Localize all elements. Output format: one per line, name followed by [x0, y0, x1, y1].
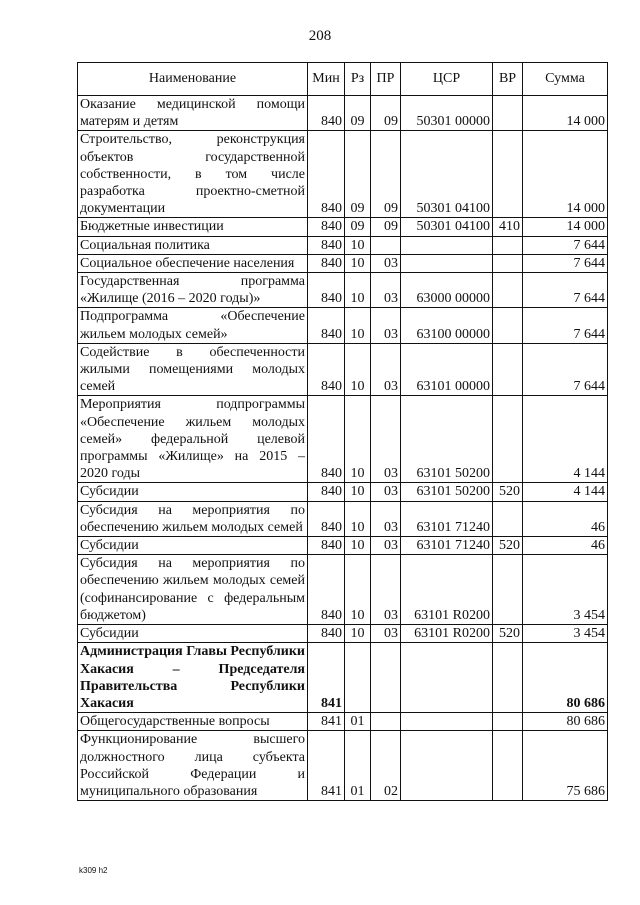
cell-vr	[493, 254, 523, 272]
cell-rz: 10	[345, 396, 371, 483]
cell-name: Субсидии	[78, 625, 308, 643]
cell-vr	[493, 396, 523, 483]
cell-csr: 63101 50200	[401, 396, 493, 483]
cell-min: 840	[308, 273, 345, 308]
cell-rz	[345, 643, 371, 713]
cell-pr: 03	[371, 308, 401, 343]
cell-sum: 46	[523, 537, 608, 555]
table-row	[78, 555, 608, 625]
cell-min: 840	[308, 555, 345, 625]
header-pr: ПР	[371, 63, 401, 96]
cell-csr: 63101 50200	[401, 483, 493, 501]
cell-vr	[493, 131, 523, 218]
table-row	[78, 131, 608, 218]
cell-sum: 4 144	[523, 483, 608, 501]
cell-sum: 7 644	[523, 254, 608, 272]
cell-pr	[371, 713, 401, 731]
cell-name: Администрация Главы Республики Хакасия – Председателя Правительства Республики Хакасия	[78, 643, 308, 713]
cell-vr: 520	[493, 625, 523, 643]
cell-vr	[493, 273, 523, 308]
table-row	[78, 625, 608, 643]
cell-pr: 03	[371, 483, 401, 501]
cell-sum: 14 000	[523, 218, 608, 236]
cell-csr	[401, 713, 493, 731]
cell-sum: 75 686	[523, 731, 608, 801]
cell-min: 840	[308, 537, 345, 555]
cell-name: Субсидия на мероприятия по обеспечению жильем молодых семей (софинансирование с федеральным бюджетом)	[78, 555, 308, 625]
budget-table	[77, 62, 608, 801]
cell-pr: 03	[371, 555, 401, 625]
cell-name: Субсидия на мероприятия по обеспечению жильем молодых семей	[78, 501, 308, 536]
cell-sum: 7 644	[523, 273, 608, 308]
table-row	[78, 501, 608, 536]
table-row	[78, 273, 608, 308]
cell-csr: 50301 04100	[401, 131, 493, 218]
cell-rz: 10	[345, 625, 371, 643]
cell-rz: 01	[345, 713, 371, 731]
table-row	[78, 343, 608, 396]
cell-pr: 03	[371, 537, 401, 555]
cell-vr: 520	[493, 537, 523, 555]
cell-vr	[493, 501, 523, 536]
cell-rz: 10	[345, 555, 371, 625]
cell-sum: 14 000	[523, 96, 608, 131]
cell-vr	[493, 555, 523, 625]
cell-rz: 10	[345, 254, 371, 272]
cell-pr: 03	[371, 343, 401, 396]
header-vr: ВР	[493, 63, 523, 96]
table-row	[78, 218, 608, 236]
cell-min: 840	[308, 131, 345, 218]
cell-vr: 520	[493, 483, 523, 501]
cell-pr: 09	[371, 218, 401, 236]
table-row	[78, 643, 608, 713]
cell-rz: 10	[345, 501, 371, 536]
cell-csr: 63101 R0200	[401, 625, 493, 643]
cell-rz: 09	[345, 131, 371, 218]
cell-csr: 63101 00000	[401, 343, 493, 396]
cell-min: 840	[308, 396, 345, 483]
cell-name: Бюджетные инвестиции	[78, 218, 308, 236]
table-row	[78, 713, 608, 731]
cell-csr	[401, 254, 493, 272]
table-header-row	[78, 63, 608, 96]
cell-sum: 7 644	[523, 343, 608, 396]
cell-rz: 10	[345, 308, 371, 343]
header-name: Наименование	[78, 63, 308, 96]
cell-vr	[493, 96, 523, 131]
cell-rz: 10	[345, 273, 371, 308]
header-rz: Рз	[345, 63, 371, 96]
table-row	[78, 308, 608, 343]
cell-name: Мероприятия подпрограммы «Обеспечение жильем молодых семей» федеральной целевой программы «Жилище» на 2015 – 2020 годы	[78, 396, 308, 483]
cell-name: Субсидии	[78, 537, 308, 555]
cell-pr: 09	[371, 96, 401, 131]
cell-sum: 3 454	[523, 555, 608, 625]
cell-csr: 63101 R0200	[401, 555, 493, 625]
cell-name: Строительство, реконструкция объектов государственной собственности, в том числе разработка проектно-сметной документации	[78, 131, 308, 218]
cell-min: 840	[308, 343, 345, 396]
cell-min: 840	[308, 236, 345, 254]
cell-min: 840	[308, 96, 345, 131]
cell-min: 840	[308, 308, 345, 343]
cell-min: 840	[308, 218, 345, 236]
table-row	[78, 483, 608, 501]
cell-name: Функционирование высшего должностного лица субъекта Российской Федерации и муниципального образования	[78, 731, 308, 801]
header-csr: ЦСР	[401, 63, 493, 96]
cell-sum: 3 454	[523, 625, 608, 643]
cell-pr: 09	[371, 131, 401, 218]
cell-name: Общегосударственные вопросы	[78, 713, 308, 731]
cell-csr	[401, 731, 493, 801]
table-row	[78, 254, 608, 272]
cell-vr	[493, 643, 523, 713]
cell-name: Субсидии	[78, 483, 308, 501]
table-row	[78, 396, 608, 483]
cell-min: 840	[308, 501, 345, 536]
cell-pr: 03	[371, 254, 401, 272]
cell-rz: 10	[345, 483, 371, 501]
cell-pr: 02	[371, 731, 401, 801]
cell-vr	[493, 731, 523, 801]
cell-csr: 50301 04100	[401, 218, 493, 236]
table-row	[78, 96, 608, 131]
footer-code: k309 h2	[79, 866, 108, 875]
cell-name: Государственная программа «Жилище (2016 – 2020 годы)»	[78, 273, 308, 308]
cell-sum: 46	[523, 501, 608, 536]
table-row	[78, 537, 608, 555]
header-min: Мин	[308, 63, 345, 96]
cell-min: 840	[308, 254, 345, 272]
table-row	[78, 731, 608, 801]
cell-rz: 01	[345, 731, 371, 801]
cell-sum: 80 686	[523, 713, 608, 731]
cell-name: Социальная политика	[78, 236, 308, 254]
cell-sum: 80 686	[523, 643, 608, 713]
cell-csr	[401, 236, 493, 254]
cell-vr	[493, 713, 523, 731]
cell-csr: 63101 71240	[401, 501, 493, 536]
cell-sum: 7 644	[523, 236, 608, 254]
cell-vr: 410	[493, 218, 523, 236]
cell-pr	[371, 236, 401, 254]
cell-min: 840	[308, 483, 345, 501]
cell-sum: 7 644	[523, 308, 608, 343]
cell-min: 841	[308, 731, 345, 801]
cell-name: Подпрограмма «Обеспечение жильем молодых семей»	[78, 308, 308, 343]
cell-rz: 09	[345, 96, 371, 131]
cell-vr	[493, 308, 523, 343]
cell-csr: 63100 00000	[401, 308, 493, 343]
cell-pr: 03	[371, 396, 401, 483]
cell-sum: 14 000	[523, 131, 608, 218]
cell-name: Оказание медицинской помощи матерям и детям	[78, 96, 308, 131]
cell-csr	[401, 643, 493, 713]
cell-pr	[371, 643, 401, 713]
cell-pr: 03	[371, 501, 401, 536]
cell-vr	[493, 236, 523, 254]
cell-min: 841	[308, 643, 345, 713]
cell-csr: 63000 00000	[401, 273, 493, 308]
cell-min: 841	[308, 713, 345, 731]
cell-sum: 4 144	[523, 396, 608, 483]
cell-rz: 10	[345, 236, 371, 254]
cell-name: Социальное обеспечение населения	[78, 254, 308, 272]
cell-vr	[493, 343, 523, 396]
cell-rz: 09	[345, 218, 371, 236]
cell-rz: 10	[345, 537, 371, 555]
cell-rz: 10	[345, 343, 371, 396]
cell-min: 840	[308, 625, 345, 643]
cell-csr: 63101 71240	[401, 537, 493, 555]
header-sum: Сумма	[523, 63, 608, 96]
page-number: 208	[308, 28, 332, 44]
cell-name: Содействие в обеспеченности жилыми помещениями молодых семей	[78, 343, 308, 396]
table-row	[78, 236, 608, 254]
cell-csr: 50301 00000	[401, 96, 493, 131]
cell-pr: 03	[371, 625, 401, 643]
cell-pr: 03	[371, 273, 401, 308]
table-body	[78, 96, 608, 801]
